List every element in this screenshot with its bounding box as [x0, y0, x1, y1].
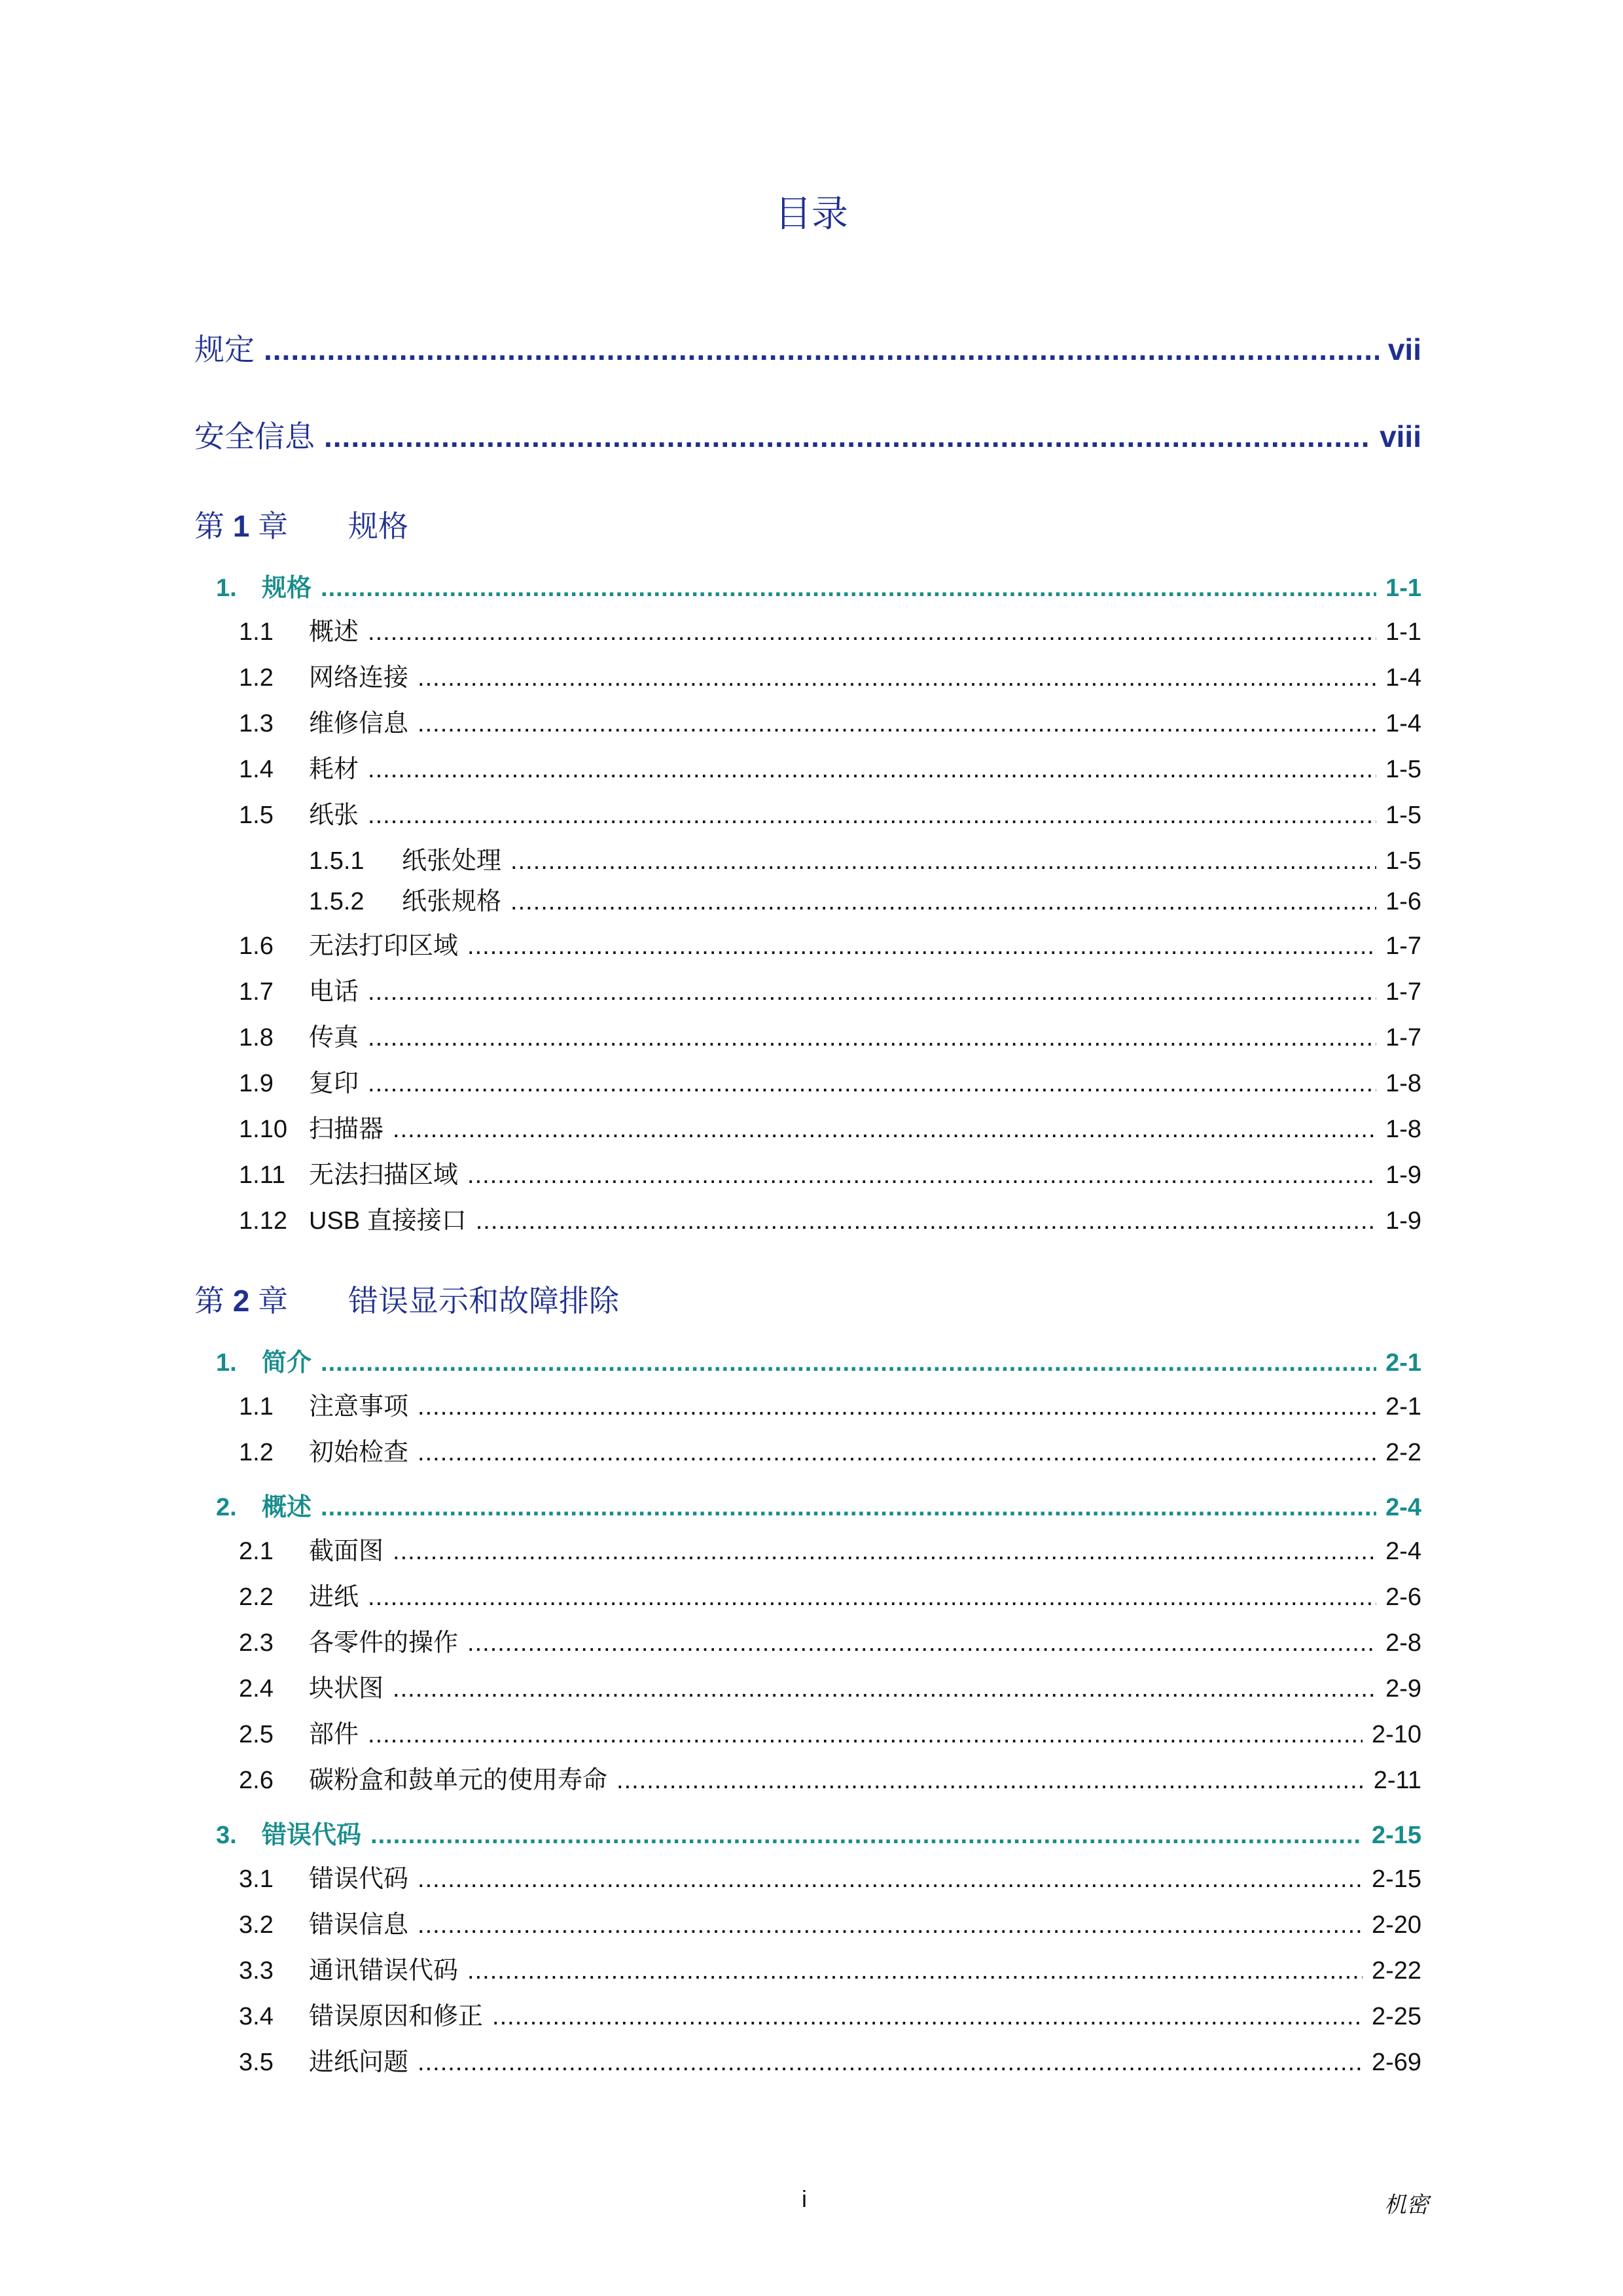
- toc-page: 2-22: [1371, 1957, 1421, 1985]
- item-label: 维修信息: [309, 710, 409, 737]
- toc-item[interactable]: [239, 1668, 1421, 1704]
- toc-page: 1-8: [1385, 1116, 1421, 1143]
- toc-entry-front[interactable]: [194, 413, 1421, 456]
- chapter-suffix: 章: [258, 509, 289, 543]
- toc-page: 1-7: [1385, 932, 1421, 960]
- chapter-prefix: 第: [194, 1284, 224, 1318]
- item-number: 3.3: [239, 1957, 274, 1985]
- item-label: 进纸: [309, 1583, 359, 1611]
- toc-subitem[interactable]: [309, 881, 1421, 917]
- dot-leader: [467, 1957, 1363, 1985]
- dot-leader: [418, 2049, 1363, 2077]
- toc-item[interactable]: [239, 1432, 1421, 1468]
- dot-leader: [321, 1494, 1376, 1522]
- item-number: 1.9: [239, 1070, 274, 1097]
- dot-leader: [368, 1070, 1376, 1098]
- toc-item[interactable]: [239, 925, 1421, 961]
- toc-page: 2-2: [1385, 1439, 1421, 1466]
- chapter-number: 1: [232, 509, 250, 543]
- toc-page: viii: [1380, 419, 1421, 453]
- item-number: 1.5: [239, 802, 274, 829]
- item-label: 各零件的操作: [309, 1629, 459, 1657]
- toc-page: 2-6: [1385, 1583, 1421, 1611]
- item-label: 错误信息: [309, 1911, 409, 1939]
- item-number: 1.12: [239, 1207, 287, 1235]
- dot-leader: [418, 1911, 1363, 1939]
- toc-page: 1-1: [1385, 618, 1421, 646]
- item-number: 2.4: [239, 1675, 274, 1703]
- confidential-label: 机密: [1384, 2193, 1429, 2217]
- dot-leader: [510, 847, 1376, 875]
- dot-leader: [264, 332, 1379, 367]
- item-number: 1.7: [239, 978, 274, 1006]
- dot-leader: [393, 1116, 1376, 1144]
- dot-leader: [418, 664, 1376, 692]
- toc-page: 2-10: [1371, 1721, 1421, 1748]
- toc-page: 2-11: [1373, 1767, 1421, 1794]
- section-label: 概述: [262, 1494, 312, 1521]
- chapter-prefix: 第: [194, 509, 224, 543]
- toc-page: 1-7: [1385, 1024, 1421, 1051]
- item-label: 块状图: [309, 1675, 384, 1703]
- item-number: 1.3: [239, 710, 274, 737]
- toc-item[interactable]: [239, 703, 1421, 739]
- dot-leader: [368, 978, 1376, 1006]
- toc-item[interactable]: [239, 1108, 1421, 1144]
- toc-item[interactable]: [239, 794, 1421, 830]
- toc-item[interactable]: [239, 1858, 1421, 1894]
- item-label: 初始检查: [309, 1439, 409, 1466]
- item-label: 截面图: [309, 1538, 384, 1565]
- chapter-heading-2[interactable]: [194, 1277, 619, 1320]
- dot-leader: [418, 1865, 1363, 1894]
- page-title: 目录: [775, 193, 848, 234]
- dot-leader: [368, 1583, 1376, 1612]
- dot-leader: [467, 1161, 1376, 1190]
- dot-leader: [467, 932, 1376, 961]
- item-number: 3.1: [239, 1865, 274, 1893]
- item-number: 1.10: [239, 1116, 287, 1143]
- dot-leader: [324, 419, 1370, 454]
- item-label: 耗材: [309, 756, 359, 783]
- toc-item[interactable]: [239, 1154, 1421, 1190]
- section-number: 1.: [216, 1349, 237, 1377]
- dot-leader: [321, 574, 1376, 603]
- toc-page: 2-8: [1385, 1629, 1421, 1657]
- item-number: 1.5.2: [309, 888, 365, 915]
- dot-leader: [418, 710, 1376, 738]
- toc-item[interactable]: [239, 1386, 1421, 1422]
- toc-page: 1-1: [1385, 574, 1421, 602]
- section-label: 简介: [262, 1349, 312, 1377]
- item-label: 传真: [309, 1024, 359, 1051]
- item-number: 1.2: [239, 1439, 274, 1466]
- toc-page: 1-4: [1385, 664, 1421, 692]
- toc-subitem[interactable]: [309, 840, 1421, 876]
- toc-item[interactable]: [239, 1622, 1421, 1658]
- toc-page: 1-6: [1385, 888, 1421, 915]
- toc-page: 1-5: [1385, 847, 1421, 875]
- toc-page: 2-15: [1371, 1865, 1421, 1893]
- dot-leader: [418, 1393, 1376, 1421]
- item-number: 1.1: [239, 618, 274, 646]
- toc-label: 规定: [194, 332, 255, 366]
- item-number: 2.1: [239, 1538, 274, 1565]
- toc-page: 1-9: [1385, 1207, 1421, 1235]
- toc-page: 2-4: [1385, 1538, 1421, 1565]
- item-label: 概述: [309, 618, 359, 646]
- toc-page: 2-1: [1385, 1349, 1421, 1377]
- toc-page: 1-9: [1385, 1161, 1421, 1189]
- item-number: 2.3: [239, 1629, 274, 1657]
- toc-section[interactable]: [216, 1814, 1421, 1850]
- dot-leader: [418, 1439, 1376, 1467]
- item-number: 3.2: [239, 1911, 274, 1939]
- dot-leader: [510, 888, 1376, 916]
- item-label: 通讯错误代码: [309, 1957, 459, 1985]
- toc-entry-front[interactable]: [194, 326, 1421, 369]
- chapter-number: 2: [232, 1284, 250, 1318]
- dot-leader: [368, 802, 1376, 830]
- toc-item[interactable]: [239, 1017, 1421, 1053]
- dot-leader: [368, 618, 1376, 646]
- item-number: 1.6: [239, 932, 274, 960]
- dot-leader: [616, 1767, 1364, 1795]
- item-number: 2.2: [239, 1583, 274, 1611]
- toc-item[interactable]: [239, 1063, 1421, 1099]
- item-label: 网络连接: [309, 664, 409, 692]
- toc-section[interactable]: [216, 1342, 1421, 1378]
- dot-leader: [368, 1024, 1376, 1052]
- toc-item[interactable]: [239, 1759, 1421, 1795]
- section-number: 3.: [216, 1822, 237, 1849]
- toc-item[interactable]: [239, 749, 1421, 785]
- toc-item[interactable]: [239, 971, 1421, 1007]
- item-label: 部件: [309, 1721, 359, 1748]
- toc-item[interactable]: [239, 1904, 1421, 1940]
- toc-page: 2-20: [1371, 1911, 1421, 1939]
- item-number: 1.8: [239, 1024, 274, 1051]
- dot-leader: [393, 1538, 1376, 1566]
- dot-leader: [321, 1349, 1376, 1377]
- toc-page: 1-8: [1385, 1070, 1421, 1097]
- item-label: 错误原因和修正: [309, 2003, 484, 2030]
- dot-leader: [492, 2003, 1363, 2031]
- item-number: 3.4: [239, 2003, 274, 2030]
- item-label: USB 直接接口: [309, 1207, 467, 1235]
- item-label: 纸张处理: [402, 847, 502, 875]
- item-number: 1.4: [239, 756, 274, 783]
- dot-leader: [393, 1675, 1376, 1703]
- item-number: 3.5: [239, 2049, 274, 2076]
- item-label: 复印: [309, 1070, 359, 1097]
- item-number: 1.2: [239, 664, 274, 692]
- chapter-suffix: 章: [258, 1284, 289, 1318]
- section-label: 规格: [262, 574, 312, 602]
- chapter-title: 规格: [348, 509, 408, 543]
- item-number: 2.6: [239, 1767, 274, 1794]
- dot-leader: [368, 1721, 1363, 1749]
- toc-item[interactable]: [239, 657, 1421, 693]
- item-label: 电话: [309, 978, 359, 1006]
- toc-label: 安全信息: [194, 419, 315, 453]
- toc-item[interactable]: [239, 1996, 1421, 2032]
- section-number: 2.: [216, 1494, 237, 1521]
- toc-item[interactable]: [239, 2041, 1421, 2077]
- toc-page: 2-9: [1385, 1675, 1421, 1703]
- item-label: 纸张: [309, 802, 359, 829]
- item-label: 错误代码: [309, 1865, 409, 1893]
- toc-page: vii: [1387, 332, 1421, 366]
- dot-leader: [370, 1822, 1363, 1850]
- item-label: 无法扫描区域: [309, 1161, 459, 1189]
- toc-page: 2-25: [1371, 2003, 1421, 2030]
- item-label: 注意事项: [309, 1393, 409, 1421]
- toc-page: 2-69: [1371, 2049, 1421, 2076]
- item-label: 进纸问题: [309, 2049, 409, 2076]
- toc-page: 1-4: [1385, 710, 1421, 737]
- toc-item[interactable]: [239, 1714, 1421, 1750]
- toc-item[interactable]: [239, 1530, 1421, 1566]
- item-number: 2.5: [239, 1721, 274, 1748]
- toc-page: 2-4: [1385, 1494, 1421, 1521]
- dot-leader: [467, 1629, 1376, 1657]
- item-label: 扫描器: [309, 1116, 384, 1143]
- toc-item[interactable]: [239, 1576, 1421, 1612]
- item-number: 1.5.1: [309, 847, 365, 875]
- item-label: 纸张规格: [402, 888, 502, 915]
- section-label: 错误代码: [262, 1822, 362, 1849]
- item-label: 无法打印区域: [309, 932, 459, 960]
- item-number: 1.1: [239, 1393, 274, 1421]
- dot-leader: [368, 756, 1376, 784]
- toc-page: 2-15: [1371, 1822, 1421, 1849]
- toc-item[interactable]: [239, 1950, 1421, 1986]
- toc-page: 1-5: [1385, 756, 1421, 783]
- item-number: 1.11: [239, 1161, 286, 1189]
- toc-page: 1-5: [1385, 802, 1421, 829]
- toc-item[interactable]: [239, 611, 1421, 647]
- chapter-heading-1[interactable]: [194, 503, 408, 546]
- dot-leader: [476, 1207, 1376, 1235]
- item-label: 碳粉盒和鼓单元的使用寿命: [309, 1767, 608, 1794]
- toc-section[interactable]: [216, 1487, 1421, 1523]
- chapter-title: 错误显示和故障排除: [348, 1284, 619, 1318]
- toc-page: 1-7: [1385, 978, 1421, 1006]
- page-number: i: [802, 2185, 807, 2212]
- section-number: 1.: [216, 574, 237, 602]
- toc-item[interactable]: [239, 1200, 1421, 1236]
- toc-page: 2-1: [1385, 1393, 1421, 1421]
- toc-section[interactable]: [216, 567, 1421, 603]
